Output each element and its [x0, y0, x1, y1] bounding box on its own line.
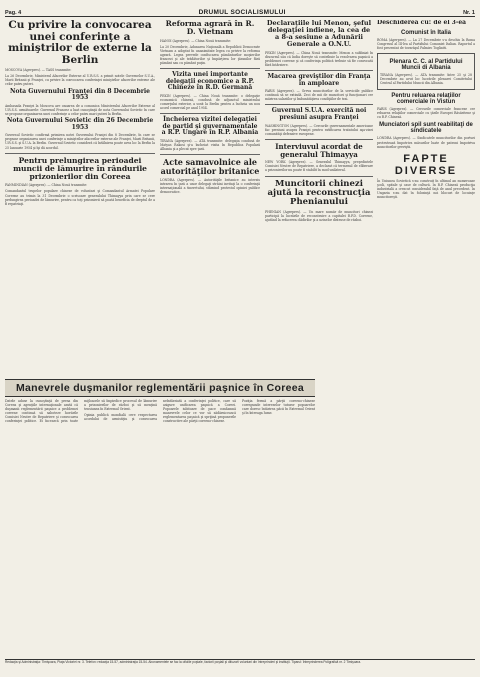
headline-thimayya-interview: Interviuvul acordat de generalul Thimayya — [275, 141, 363, 159]
divider — [265, 70, 373, 71]
article-text: La 26 Decembrie, Ministerul Afacerilor Externe al U.R.S.S. a primit notele Guvernelor S.U.A., Marii Britanii şi Franţei, cu privire la convocarea conferinţei miniştrilor afacerilor externe ale celor patru puteri. — [5, 74, 155, 87]
lead-paragraph: PANMINDIAN (Agerpres). — China Nouă transmite: — [5, 183, 88, 188]
subheading-italy-congress: Comunist în Italia — [400, 29, 451, 36]
article-text: LONDRA (Agerpres). — Sindicatele muncitorilor din porturi protestează împotriva măsurilor luate de patroni împotriva muncitorilor greviştii. — [377, 136, 475, 149]
article-text: ROMA (Agerpres). — La 27 Decembrie s-a deschis la Roma Congresul al III-lea al Partidului Comunist Italian. Raportul a fost prezentat de tovarăşul Palmiro Togliatti. — [377, 37, 475, 50]
article-text: Ambasada Franţei la Moscova are onoarea de a comunica Ministerului Afacerilor Externe al U.R.S.S. următoarele: Guvernul Francez a luat cunoştinţă de nota Guvernului Sovietic în care se propune organizarea unei conferinţe a celor patru mari puteri la Berlin. — [5, 103, 155, 116]
headline-congress-opening: Deschiderea cu! de el 3-ea — [377, 20, 467, 26]
headline-british-acts: Acte samavolnice ale autorităţilor britanice — [160, 157, 260, 177]
article-text: Opinia publică mondială cere respectarea acordului de armistiţiu şi convocarea neîntârziată a conferinţei politice, care să asigure unificarea paşnică a Coreei. Popoarele iubitoare de pace condamnă manevrele celor ce vor să zădărnicească reglementarea paşnică şi sprijină propunerile constructive ale părţii coreeno-chineze. — [84, 399, 236, 424]
article-text: La 20 Decembrie, Adunarea Naţională a Republicii Democrate Vietnam a adoptat în unanimitate legea cu privire la reforma agrară. Legea prevede confiscarea pământurilor moşierilor francezi şi ale trădătorilor şi împărţirea lor ţăranilor fără pământ sau cu pământ puţin. — [160, 44, 260, 65]
subheading-unions: Munciatori spil sunt reabilitaţi de sindicatele — [379, 122, 473, 135]
article-text: PEKIN (Agerpres). — China Nouă transmite: o delegaţie economică chineză, condusă de adjunctul ministrului comerţului exterior, a sosit la Berlin pentru a încheia un nou acord comercial pe anul 1954. — [160, 93, 260, 111]
article-text: LONDRA (Agerpres). — Autorităţile britanice au interzis intrarea în ţară a unor delegaţi străini invitaţi la o conferinţă internaţională a tineretului, stârnind protestul opiniei publice democratice. — [160, 177, 260, 195]
article-text: NEW YORK (Agerpres). — Generalul Thimayya, preşedintele Comisiei Neutre de Repatriere, a declarat că termenul de eliberare a prizonierilor nu poate fi stabilit în mod unilateral. — [265, 160, 373, 173]
fapte-diverse-heading: FAPTE DIVERSE — [394, 152, 458, 177]
headline-chinese-delegation: Vizita unei importante delegaţii economice a R.P. Chineze în R.D. Germană — [165, 71, 255, 92]
column-1 — [5, 20, 155, 375]
headline-phenian-reconstruction: Muncitorii chinezi ajută la reconstrucţia Phenianului — [267, 178, 371, 208]
article-text: WASHINGTON (Agerpres). — Cercurile guvernamentale americane fac presiuni asupra Franţei pentru ratificarea tratatului aşa-zisei comunităţi defensive europene. — [265, 123, 373, 136]
headline-agrarian-reform: Reforma agrară în R. D. Vietnam — [165, 20, 255, 37]
divider — [160, 68, 260, 69]
article-text: În Uniunea Sovietică s-au construit în ultimul an numeroase şcoli, spitale şi case de cultură. În R.P. Chineză producţia industrială a crescut considerabil faţă de anul precedent. În Ungaria s-au dat în folosinţă noi blocuri de locuinţe muncitoreşti. — [377, 178, 475, 200]
newspaper-title: DRUMUL SOCIALISMULUI — [198, 9, 286, 16]
korea-banner-headline: Manevrele duşmanilor reglementării paşnice în Coreea — [5, 379, 315, 397]
headline-prisoners: Pentru prelungirea perioadei muncii de lămurire în rândurile prizonierilor din Coreea — [13, 155, 147, 182]
issue-number: Nr. 1 — [463, 10, 475, 16]
article-text: Datele aduse la cunoştinţă de presa din Coreea şi agenţiile internaţionale arată că duşmanii reglementării paşnice a problemei coreene continuă să saboteze lucrările Comisiei Neutre de Repatriere şi convocarea conferinţei politice. Ei încearcă prin toate mijloacele să împiedice procesul de lămurire a prizonierilor de război şi să menţină tensiunea în Extremul Orient. — [5, 399, 157, 424]
newspaper-page — [5, 4, 475, 669]
divider — [5, 153, 155, 154]
article-text: TIRANA (Agerpres). — ATA transmite: între 25 şi 28 Decembrie au avut loc lucrările plenarei Comitetului Central al Partidului Muncii din Albania. — [380, 72, 472, 86]
korea-article-columns — [5, 399, 315, 577]
article-text: PARIS (Agerpres). — Greva muncitorilor de la serviciile publice continuă să se extindă. Zeci de mii de muncitori şi funcţionari cer mărirea salariilor şi îmbunătăţirea condiţiilor de trai. — [265, 89, 373, 102]
albania-plenary-box — [377, 53, 475, 90]
divider — [265, 104, 373, 105]
masthead — [5, 4, 475, 17]
article-text: PARIS (Agerpres). — Cercurile comerciale franceze cer reluarea relaţiilor comerciale cu ţările Europei Răsăritene şi cu R.P. Chineză. — [377, 107, 475, 120]
headline-hungarian-visit: Încheierea vizitei delegaţiei de partid şi guvernamentale a R.P. Ungare în R.P. Albania — [161, 116, 259, 137]
subheading-albania-plenary: Plenara C. C. al Partidului Muncii di Albania — [389, 58, 463, 71]
divider — [160, 113, 260, 114]
subheading-soviet-note: Nota Guvernului Sovietic din 26 Decembrie 1953 — [6, 117, 154, 131]
divider — [160, 154, 260, 155]
divider — [265, 139, 373, 140]
divider — [265, 176, 373, 177]
lead-paragraph: HANOI (Agerpres). — China Nouă transmite: — [160, 38, 232, 43]
article-text: PEKIN (Agerpres). — China Nouă transmite: Menon a subliniat în discursul său că India doreşte să contribuie la rezolvarea paşnică a problemei coreene şi că conferinţa politică trebuie să fie convocată fără întârziere. — [265, 50, 373, 67]
article-text: Guvernul Sovietic confirmă primirea notei Guvernului Franţei din 8 Decembrie, în care se propune organizarea unei conferinţe a miniştrilor afacerilor externe ale Franţei, Marii Britanii, U.R.S.S. şi S.U.A. la Berlin. Guvernul Sovietic consideră că întâlnirea poate avea loc la Berlin la 25 Ianuarie 1954 şi îşi dă acordul. — [5, 133, 155, 150]
headline-menon-declarations: Declaraţiile lui Menon, şeful delegaţiei indiene, la cea de a 8-a sesiune a Adunării Generale a O.N.U. — [266, 20, 372, 49]
page-number: Pag. 4 — [5, 10, 22, 16]
subheading-french-note: Nota Guvernului Franţei din 8 Decembrie 1953 — [10, 87, 150, 102]
article-text: Poziţia fermă a părţii coreeno-chineze corespunde intereselor tuturor popoarelor care doresc întărirea păcii în Extremul Orient şi în întreaga lume. — [242, 399, 315, 416]
headline-berlin-conference: Cu privire la convocarea unei conferinţe a miniştrilor de externe la Berlin — [8, 20, 152, 66]
column-4 — [377, 20, 475, 575]
subheading-commercial-relations: Pentru reluarea relaţiilor comerciale în Vistun — [391, 93, 461, 106]
column-2 — [160, 20, 260, 375]
article-text: PHENIAN (Agerpres). — Un mare număr de muncitori chinezi participă la lucrările de reconstruire a capitalei R.P.D. Coreene, ajutând la refacerea clădirilor şi a uzinelor distruse de război. — [265, 209, 373, 222]
headline-french-strikes: Macarea greviştilor din Franţa în amploare — [267, 72, 371, 87]
headline-us-pressure: Guvernul S.U.A. exercită noi presiuni asupra Franţei — [271, 107, 367, 121]
korea-article — [5, 399, 315, 579]
article-text: TIRANA (Agerpres). — ATA transmite: delegaţia condusă de Matyas Rakosi şi-a încheiat vizita în Republica Populară Albania şi a plecat spre ţară. — [160, 139, 260, 152]
article-text: Comandantul trupelor populare chineze de voluntari şi Comandantul Armatei Populare Coreene au trimis la 31 Decembrie o scrisoare generalului Thimayya prin care se cere prelungirea perioadei de lămurire, pentru ca toţi prizonierii să poată beneficia de dreptul de a fi repatriaţi. — [5, 189, 155, 206]
lead-paragraph: MOSCOVA (Agerpres). — TASS transmite: — [5, 68, 72, 73]
imprint-footer: Redacţia şi Administraţia: Timişoara, Piaţa Victoriei nr. 3. Telefon: redacţia 15-57, administraţia 15-54. Abonamentele se fac la oficiile poştale, factorii poştali şi difuzorii voluntari din întreprinderi şi instituţii. Tiparul: Întreprinderea Poligrafică nr. 2 Timişoara. — [5, 659, 475, 669]
